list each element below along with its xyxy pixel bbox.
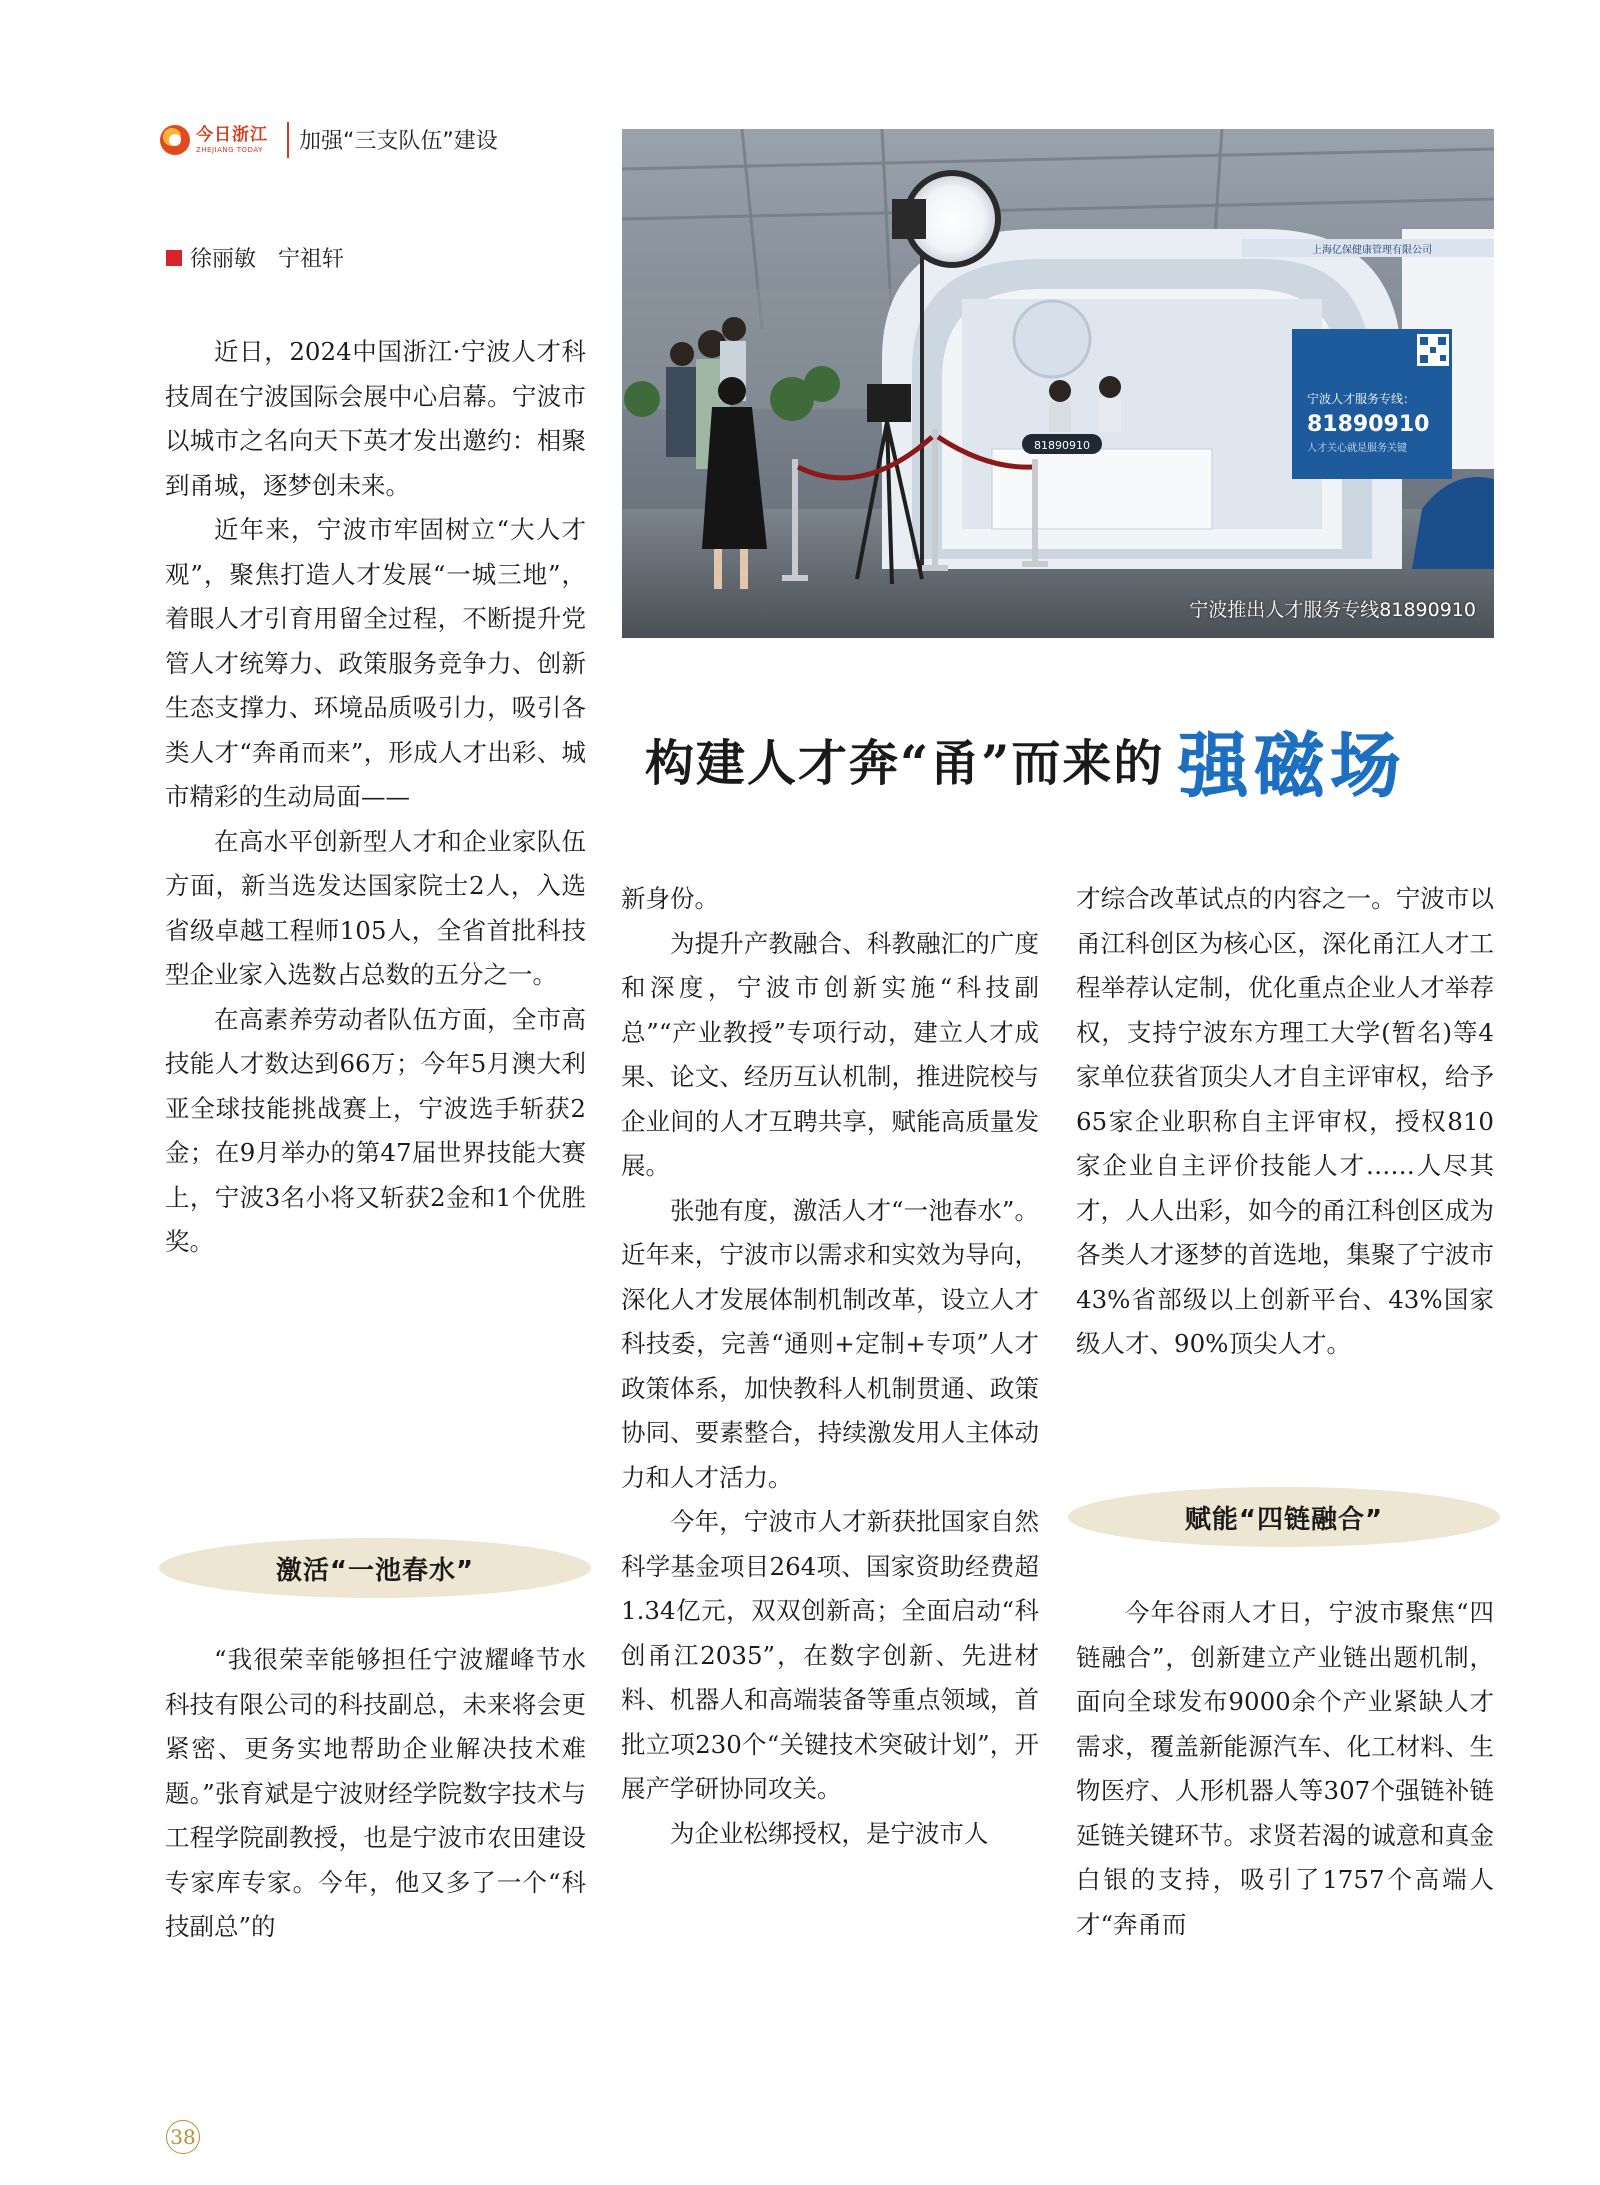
hotline-sub: 人才关心就是服务关键 xyxy=(1307,443,1407,454)
headline-main: 构建人才奔“甬”而来的 xyxy=(645,734,1165,792)
desk-number: 81890910 xyxy=(1034,439,1090,452)
body-column-3-lower xyxy=(1076,1591,1494,1947)
body-column-3 xyxy=(1076,877,1494,1367)
article-photo xyxy=(622,129,1494,638)
body-column-1-lower xyxy=(165,1638,586,1950)
paragraph: 在高素养劳动者队伍方面，全市高技能人才数达到66万；今年5月澳大利亚全球技能挑战赛上，宁波选手斩获2金；在9月举办的第47届世界技能大赛上，宁波3名小将又斩获2金和1个优胜奖。 xyxy=(165,1004,586,1256)
photo-caption: 宁波推出人才服务专线81890910 xyxy=(1189,599,1476,621)
body-column-1 xyxy=(165,330,586,1265)
paragraph: 今年谷雨人才日，宁波市聚焦“四链融合”，创新建立产业链出题机制，面向全球发布9000余个产业紧缺人才需求，覆盖新能源汽车、化工材料、生物医疗、人形机器人等307个强链补链延链关键环节。求贤若渴的诚意和真金白银的支持，吸引了1757个高端人才“奔甬而 xyxy=(1076,1598,1494,1939)
hotline-title: 宁波人才服务专线： xyxy=(1307,392,1416,406)
subheading-activate: 激活“一池春水” xyxy=(159,1538,591,1598)
byline xyxy=(166,242,344,273)
article-headline xyxy=(645,720,1485,807)
section-title: 加强“三支队伍”建设 xyxy=(299,129,498,154)
body-column-2 xyxy=(621,877,1039,1856)
logo-text-en: ZHEJIANG TODAY xyxy=(196,145,263,154)
header-divider xyxy=(287,122,289,158)
paragraph: “我很荣幸能够担任宁波耀峰节水科技有限公司的科技副总，未来将会更紧密、更务实地帮助企业解决技术难题。”张育斌是宁波财经学院数字技术与工程学院副教授，也是宁波市农田建设专家库专家。今年，他又多了一个“科技副总”的 xyxy=(165,1645,586,1941)
subheading-empower: 赋能“四链融合” xyxy=(1068,1487,1500,1547)
logo-text-cn: 今日浙江 xyxy=(196,124,268,145)
paragraph-continuation: 新身份。 xyxy=(621,884,719,913)
photo-illustration xyxy=(622,129,1494,638)
author-names: 徐丽敏 宁祖轩 xyxy=(190,247,345,272)
hotline-number: 81890910 xyxy=(1307,412,1430,437)
sun-logo-icon xyxy=(160,125,190,155)
paragraph: 在高水平创新型人才和企业家队伍方面，新当选发达国家院士2人，入选省级卓越工程师105人，全省首批科技型企业家入选数占总数的五分之一。 xyxy=(165,826,586,989)
headline-accent: 强磁场 xyxy=(1178,724,1407,807)
paragraph: 张弛有度，激活人才“一池春水”。近年来，宁波市以需求和实效为导向，深化人才发展体制机制改革，设立人才科技委，完善“通则+定制+专项”人才政策体系，加快教科人机制贯通、政策协同、要素整合，持续激发用人主体动力和人才活力。 xyxy=(621,1195,1039,1492)
paragraph-continuation: 才综合改革试点的内容之一。宁波市以甬江科创区为核心区，深化甬江人才工程举荐认定制，优化重点企业人才举荐权，支持宁波东方理工大学(暂名)等4家单位获省顶尖人才自主评审权，给予65家企业职称自主评审权，授权810家企业自主评价技能人才……人尽其才，人人出彩，如今的甬江科创区成为各类人才逐梦的首选地，集聚了宁波市43%省部级以上创新平台、43%国家级人才、90%顶尖人才。 xyxy=(1076,884,1494,1358)
page-number: 38 xyxy=(166,2120,200,2154)
paragraph: 为企业松绑授权，是宁波市人 xyxy=(670,1818,989,1848)
publication-logo xyxy=(160,122,280,158)
paragraph: 今年，宁波市人才新获批国家自然科学基金项目264项、国家资助经费超1.34亿元，双双创新高；全面启动“科创甬江2035”，在数字创新、先进材料、机器人和高端装备等重点领域，首批立项230个“关键技术突破计划”，开展产学研协同攻关。 xyxy=(621,1507,1039,1803)
paragraph: 近日，2024中国浙江·宁波人才科技周在宁波国际会展中心启幕。宁波市以城市之名向天下英才发出邀约：相聚到甬城，逐梦创未来。 xyxy=(165,337,586,500)
booth-banner: 上海亿保健康管理有限公司 xyxy=(1312,245,1432,256)
paragraph: 为提升产教融合、科教融汇的广度和深度，宁波市创新实施“科技副总”“产业教授”专项行动，建立人才成果、论文、经历互认机制，推进院校与企业间的人才互聘共享，赋能高质量发展。 xyxy=(621,928,1039,1180)
red-square-marker xyxy=(166,250,182,266)
paragraph: 近年来，宁波市牢固树立“大人才观”，聚焦打造人才发展“一城三地”，着眼人才引育用留全过程，不断提升党管人才统筹力、政策服务竞争力、创新生态支撑力、环境品质吸引力，吸引各类人才“奔甬而来”，形成人才出彩、城市精彩的生动局面—— xyxy=(165,515,586,811)
